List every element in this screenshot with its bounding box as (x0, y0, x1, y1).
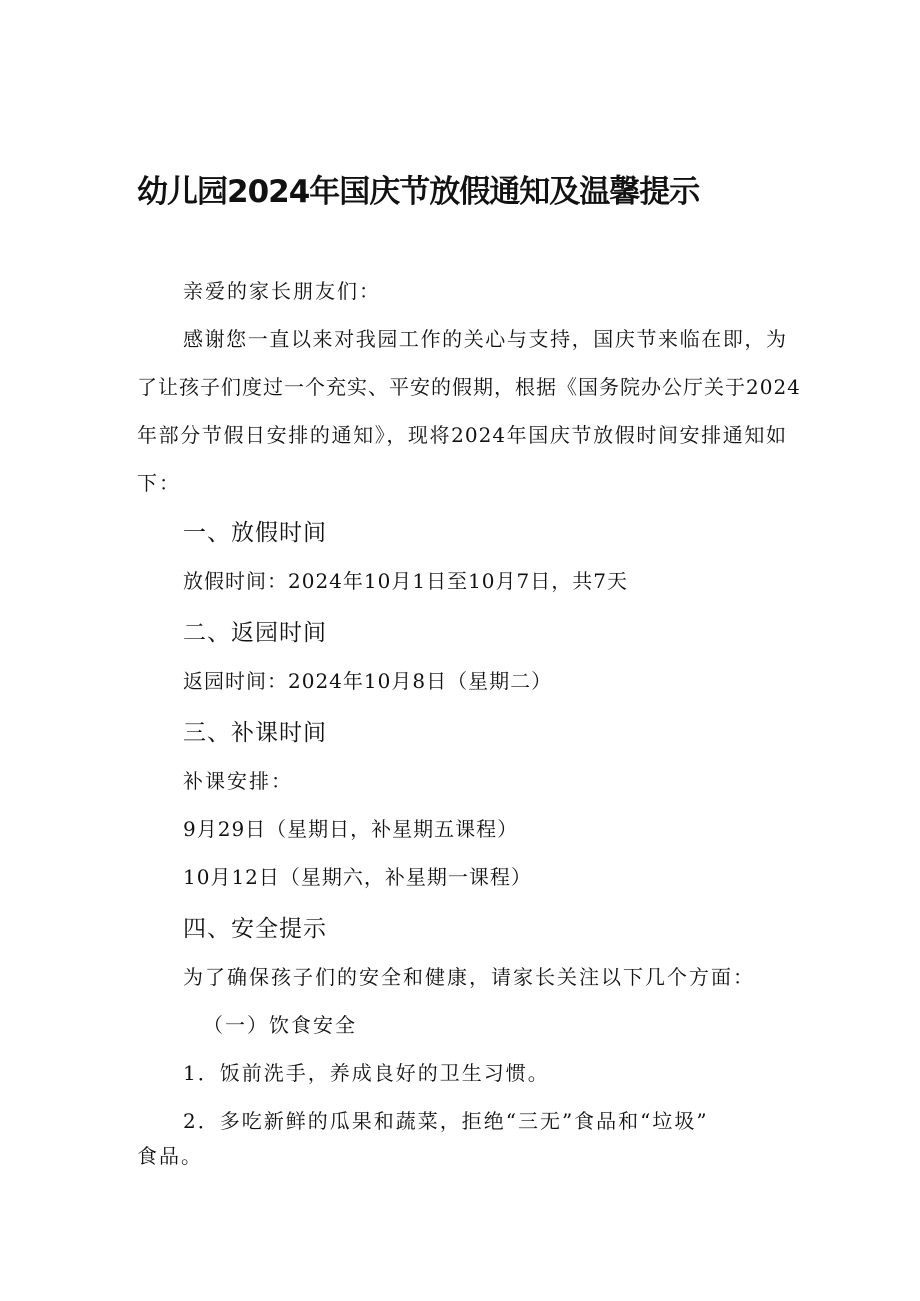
intro-line-2: 了让孩子们度过一个充实、平安的假期，根据《国务院办公厅关于2024 (137, 375, 801, 399)
safety-sub-heading-food: （一）饮食安全 (203, 1013, 357, 1037)
makeup-item-2: 10月12日（星期六，补星期一课程） (183, 865, 532, 889)
section-heading-safety: 四、安全提示 (183, 916, 327, 942)
section-heading-holiday: 一、放假时间 (183, 520, 327, 546)
holiday-text: 放假时间：2024年10月1日至10月7日，共7天 (183, 569, 628, 593)
greeting: 亲爱的家长朋友们： (183, 279, 381, 303)
section-heading-return: 二、返园时间 (183, 620, 327, 646)
safety-item-2-line-2: 食品。 (137, 1144, 203, 1168)
intro-line-1: 感谢您一直以来对我园工作的关心与支持，国庆节来临在即，为 (183, 327, 787, 351)
makeup-label: 补课安排： (183, 769, 293, 793)
safety-text: 为了确保孩子们的安全和健康，请家长关注以下几个方面： (183, 965, 755, 989)
safety-item-2-line-1: 2．多吃新鲜的瓜果和蔬菜，拒绝“三无”食品和“垃圾” (183, 1109, 709, 1133)
safety-item-1: 1．饭前洗手，养成良好的卫生习惯。 (183, 1061, 550, 1085)
return-text: 返园时间：2024年10月8日（星期二） (183, 669, 553, 693)
makeup-item-1: 9月29日（星期日，补星期五课程） (183, 817, 519, 841)
section-heading-makeup: 三、补课时间 (183, 720, 327, 746)
intro-line-4: 下： (137, 471, 181, 495)
intro-line-3: 年部分节假日安排的通知》，现将2024年国庆节放假时间安排通知如 (137, 423, 787, 447)
document-title: 幼儿园2024年国庆节放假通知及温馨提示 (137, 174, 700, 210)
